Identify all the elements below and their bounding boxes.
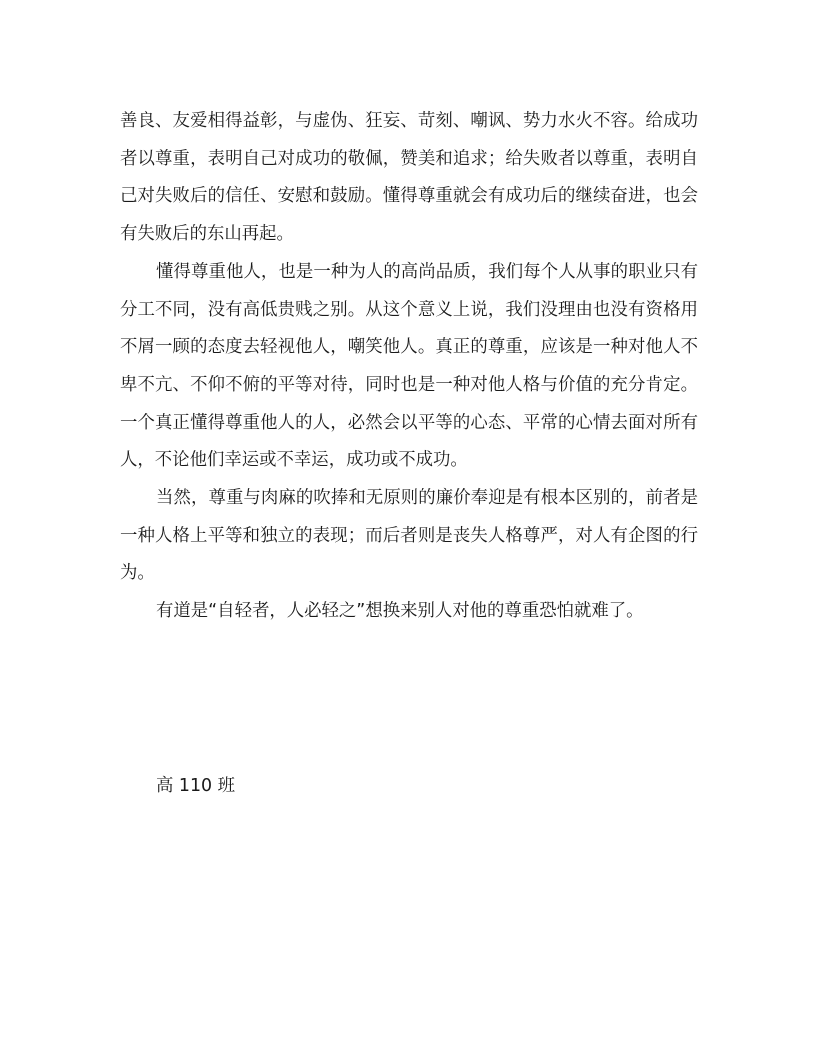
paragraph-continuation: 善良、友爱相得益彰，与虚伪、狂妄、苛刻、嘲讽、势力水火不容。给成功者以尊重，表明自己对成功的敬佩，赞美和追求；给失败者以尊重，表明自己对失败后的信任、安慰和鼓励。懂得尊重就会有成功后的继续奋进，也会有失败后的东山再起。	[120, 111, 698, 245]
class-label: 高 110 班	[156, 776, 236, 796]
paragraph-respect-others: 懂得尊重他人，也是一种为人的高尚品质，我们每个人从事的职业只有分工不同，没有高低贵贱之别。从这个意义上说，我们没理由也没有资格用不屑一顾的态度去轻视他人，嘲笑他人。真正的尊重，应该是一种对他人不卑不亢、不仰不俯的平等对待，同时也是一种对他人格与价值的充分肯定。一个真正懂得尊重他人的人，必然会以平等的心态、平常的心情去面对所有人，不论他们幸运或不幸运，成功或不成功。	[120, 261, 698, 471]
paragraph-closing-saying: 有道是“自轻者，人必轻之”想换来别人对他的尊重恐怕就难了。	[156, 601, 644, 622]
paragraph-respect-vs-flattery: 当然，尊重与肉麻的吹捧和无原则的廉价奉迎是有根本区别的，前者是一种人格上平等和独立的表现；而后者则是丧失人格尊严，对人有企图的行为。	[120, 488, 698, 584]
document-body	[120, 103, 698, 631]
